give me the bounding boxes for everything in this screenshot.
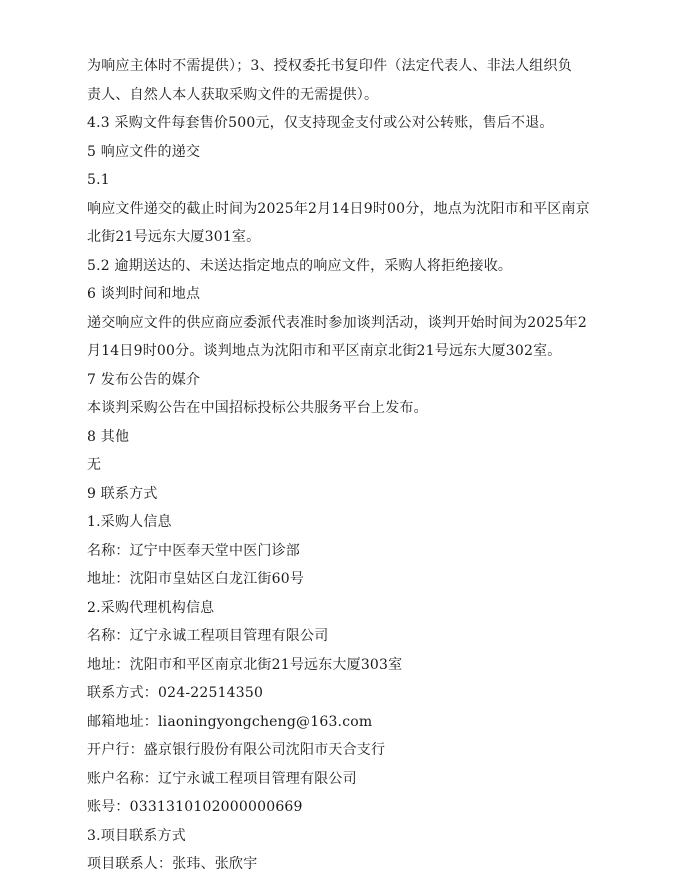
subsection-heading: 3.项目联系方式 xyxy=(87,828,186,844)
section-heading: 7 发布公告的媒介 xyxy=(87,372,201,388)
section-line: 4.3 采购文件每套售价500元，仅支持现金支付或公对公转账，售后不退。 xyxy=(87,115,554,131)
contact-phone: 联系方式：024-22514350 xyxy=(87,685,264,701)
section-heading: 8 其他 xyxy=(87,429,130,445)
text-line: 月14日9时00分。谈判地点为沈阳市和平区南京北街21号远东大厦302室。 xyxy=(87,343,562,359)
contact-address: 地址：沈阳市皇姑区白龙江街60号 xyxy=(87,571,305,587)
contact-name: 名称：辽宁中医奉天堂中医门诊部 xyxy=(87,543,300,559)
contact-email: 邮箱地址：liaoningyongcheng@163.com xyxy=(87,714,373,730)
section-heading: 9 联系方式 xyxy=(87,486,158,502)
section-heading: 5 响应文件的递交 xyxy=(87,144,201,160)
contact-person: 项目联系人：张玮、张欣宇 xyxy=(87,856,258,872)
section-heading: 6 谈判时间和地点 xyxy=(87,286,201,302)
contact-address: 地址：沈阳市和平区南京北街21号远东大厦303室 xyxy=(87,657,403,673)
section-line: 5.2 逾期送达的、未送达指定地点的响应文件，采购人将拒绝接收。 xyxy=(87,258,513,274)
contact-account-number: 账号：0331310102000000669 xyxy=(87,799,303,815)
text-line: 为响应主体时不需提供）；3、授权委托书复印件（法定代表人、非法人组织负 xyxy=(87,58,572,74)
subsection-heading: 1.采购人信息 xyxy=(87,514,172,530)
text-line: 递交响应文件的供应商应委派代表准时参加谈判活动，谈判开始时间为2025年2 xyxy=(87,315,587,331)
contact-name: 名称：辽宁永诚工程项目管理有限公司 xyxy=(87,628,329,644)
text-line: 本谈判采购公告在中国招标投标公共服务平台上发布。 xyxy=(87,400,428,416)
contact-bank: 开户行：盛京银行股份有限公司沈阳市天合支行 xyxy=(87,742,386,758)
contact-account-name: 账户名称：辽宁永诚工程项目管理有限公司 xyxy=(87,771,357,787)
text-line: 北街21号远东大厦301室。 xyxy=(87,229,261,245)
text-line: 响应文件递交的截止时间为2025年2月14日9时00分，地点为沈阳市和平区南京 xyxy=(87,201,590,217)
subsection-heading: 2.采购代理机构信息 xyxy=(87,600,215,616)
text-line: 责人、自然人本人获取采购文件的无需提供）。 xyxy=(87,87,379,103)
subsection-number: 5.1 xyxy=(87,172,110,188)
text-line: 无 xyxy=(87,457,102,473)
